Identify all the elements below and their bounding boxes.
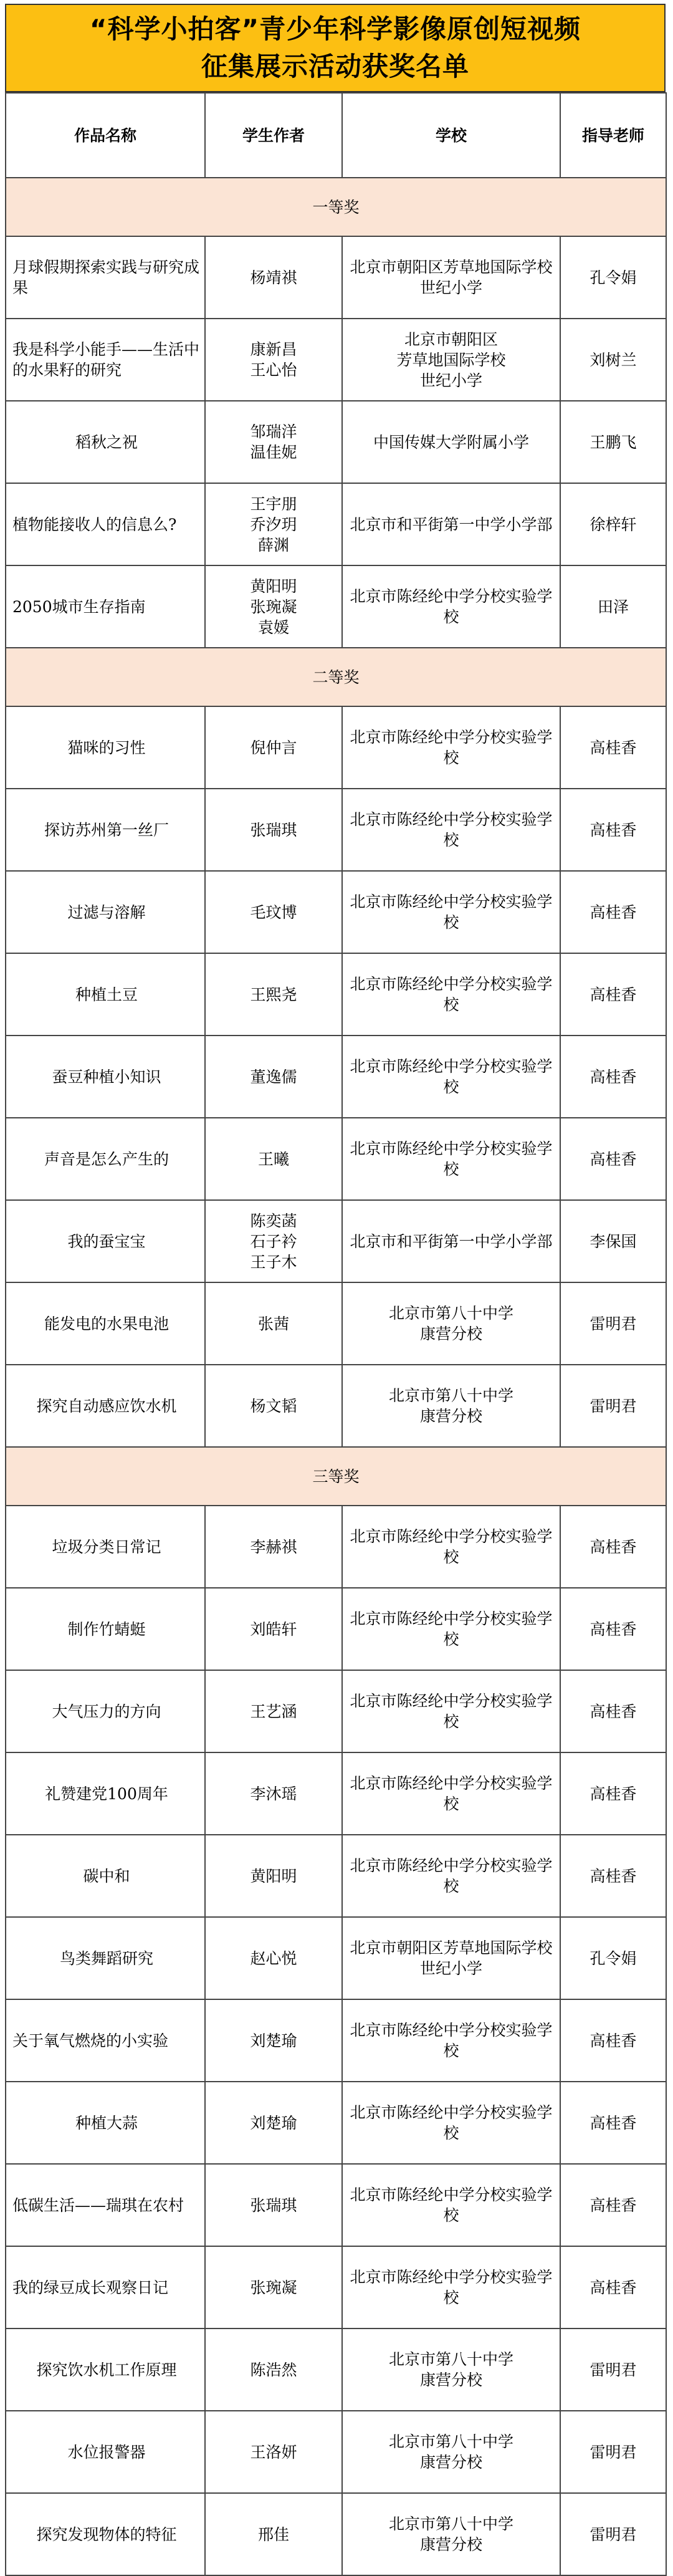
teacher-cell: 雷明君 [560,2328,666,2411]
teacher-cell: 雷明君 [560,1365,666,1447]
teacher-cell: 高桂香 [560,2164,666,2246]
table-row [6,401,666,483]
table-row [6,1588,666,1670]
table-row [6,2164,666,2246]
students-cell: 刘皓轩 [205,1588,342,1670]
teacher-cell: 高桂香 [560,789,666,871]
work-cell: 我是科学小能手——生活中的水果籽的研究 [6,319,205,401]
teacher-cell: 孔令娟 [560,1917,666,1999]
teacher-cell: 高桂香 [560,1036,666,1118]
students-cell: 王曦 [205,1118,342,1200]
work-cell: 低碳生活——瑞琪在农村 [6,2164,205,2246]
students-cell: 康新昌 王心怡 [205,319,342,401]
school-cell: 北京市陈经纶中学分校实验学校 [342,1506,560,1588]
school-cell: 北京市陈经纶中学分校实验学校 [342,1835,560,1917]
table-row [6,1752,666,1835]
work-cell: 礼赞建党100周年 [6,1752,205,1835]
teacher-cell: 高桂香 [560,1506,666,1588]
table-row [6,789,666,871]
section-row [6,1447,666,1506]
page-title [5,4,666,92]
table-row [6,483,666,565]
title-line-2: 征集展示活动获奖名单 [201,51,469,82]
students-cell: 董逸儒 [205,1036,342,1118]
work-cell: 探访苏州第一丝厂 [6,789,205,871]
work-cell: 垃圾分类日常记 [6,1506,205,1588]
school-cell: 北京市朝阳区芳草地国际学校世纪小学 [342,236,560,319]
section-label: 三等奖 [6,1447,666,1506]
teacher-cell: 高桂香 [560,1999,666,2082]
section-label: 一等奖 [6,178,666,236]
school-cell: 北京市陈经纶中学分校实验学校 [342,1670,560,1752]
table-row [6,319,666,401]
work-cell: 植物能接收人的信息么? [6,483,205,565]
header-school: 学校 [342,93,560,178]
teacher-cell: 田泽 [560,565,666,648]
header-work: 作品名称 [6,93,205,178]
school-cell: 北京市陈经纶中学分校实验学校 [342,2246,560,2328]
students-cell: 毛玟博 [205,871,342,953]
students-cell: 刘楚瑜 [205,2082,342,2164]
students-cell: 张茜 [205,1282,342,1365]
header-students: 学生作者 [205,93,342,178]
school-cell: 北京市陈经纶中学分校实验学校 [342,953,560,1036]
work-cell: 我的蚕宝宝 [6,1200,205,1282]
school-cell: 北京市陈经纶中学分校实验学校 [342,1588,560,1670]
students-cell: 王熙尧 [205,953,342,1036]
teacher-cell: 高桂香 [560,2246,666,2328]
award-table [5,92,667,2576]
teacher-cell: 高桂香 [560,1835,666,1917]
students-cell: 王艺涵 [205,1670,342,1752]
school-cell: 北京市朝阳区芳草地国际学校世纪小学 [342,1917,560,1999]
header-teacher: 指导老师 [560,93,666,178]
students-cell: 张瑞琪 [205,789,342,871]
work-cell: 关于氧气燃烧的小实验 [6,1999,205,2082]
students-cell: 杨靖祺 [205,236,342,319]
work-cell: 鸟类舞蹈研究 [6,1917,205,1999]
table-row [6,2493,666,2575]
table-row [6,1917,666,1999]
students-cell: 张瑞琪 [205,2164,342,2246]
school-cell: 北京市陈经纶中学分校实验学校 [342,1752,560,1835]
students-cell: 王洛妍 [205,2411,342,2493]
students-cell: 刘楚瑜 [205,1999,342,2082]
teacher-cell: 高桂香 [560,1588,666,1670]
table-row [6,2082,666,2164]
school-cell: 北京市第八十中学 康营分校 [342,2411,560,2493]
teacher-cell: 孔令娟 [560,236,666,319]
work-cell: 2050城市生存指南 [6,565,205,648]
table-row [6,1200,666,1282]
school-cell: 中国传媒大学附属小学 [342,401,560,483]
school-cell: 北京市陈经纶中学分校实验学校 [342,2164,560,2246]
table-row [6,1036,666,1118]
teacher-cell: 高桂香 [560,871,666,953]
teacher-cell: 王鹏飞 [560,401,666,483]
section-label: 二等奖 [6,648,666,706]
school-cell: 北京市陈经纶中学分校实验学校 [342,1118,560,1200]
work-cell: 稻秋之祝 [6,401,205,483]
students-cell: 邢佳 [205,2493,342,2575]
school-cell: 北京市第八十中学 康营分校 [342,1365,560,1447]
work-cell: 过滤与溶解 [6,871,205,953]
teacher-cell: 徐梓轩 [560,483,666,565]
table-header-row [6,93,666,178]
teacher-cell: 雷明君 [560,2493,666,2575]
table-row [6,1835,666,1917]
work-cell: 种植大蒜 [6,2082,205,2164]
school-cell: 北京市陈经纶中学分校实验学校 [342,1999,560,2082]
students-cell: 王宇朋 乔汐玥 薛渊 [205,483,342,565]
work-cell: 月球假期探索实践与研究成果 [6,236,205,319]
school-cell: 北京市第八十中学 康营分校 [342,1282,560,1365]
table-row [6,1999,666,2082]
teacher-cell: 高桂香 [560,1118,666,1200]
school-cell: 北京市陈经纶中学分校实验学校 [342,706,560,789]
table-row [6,236,666,319]
students-cell: 杨文韬 [205,1365,342,1447]
school-cell: 北京市陈经纶中学分校实验学校 [342,2082,560,2164]
table-row [6,2246,666,2328]
work-cell: 我的绿豆成长观察日记 [6,2246,205,2328]
work-cell: 探究饮水机工作原理 [6,2328,205,2411]
school-cell: 北京市和平街第一中学小学部 [342,1200,560,1282]
students-cell: 黄阳明 [205,1835,342,1917]
teacher-cell: 高桂香 [560,2082,666,2164]
table-row [6,1365,666,1447]
students-cell: 李沐瑶 [205,1752,342,1835]
table-row [6,953,666,1036]
work-cell: 蚕豆种植小知识 [6,1036,205,1118]
teacher-cell: 雷明君 [560,1282,666,1365]
table-row [6,1670,666,1752]
school-cell: 北京市陈经纶中学分校实验学校 [342,565,560,648]
students-cell: 邹瑞洋 温佳妮 [205,401,342,483]
students-cell: 赵心悦 [205,1917,342,1999]
school-cell: 北京市第八十中学 康营分校 [342,2328,560,2411]
table-row [6,871,666,953]
school-cell: 北京市陈经纶中学分校实验学校 [342,789,560,871]
section-row [6,178,666,236]
work-cell: 大气压力的方向 [6,1670,205,1752]
work-cell: 声音是怎么产生的 [6,1118,205,1200]
school-cell: 北京市朝阳区 芳草地国际学校 世纪小学 [342,319,560,401]
work-cell: 探究自动感应饮水机 [6,1365,205,1447]
table-row [6,2328,666,2411]
school-cell: 北京市第八十中学 康营分校 [342,2493,560,2575]
teacher-cell: 高桂香 [560,953,666,1036]
teacher-cell: 雷明君 [560,2411,666,2493]
teacher-cell: 高桂香 [560,706,666,789]
work-cell: 探究发现物体的特征 [6,2493,205,2575]
work-cell: 制作竹蜻蜓 [6,1588,205,1670]
table-row [6,565,666,648]
school-cell: 北京市陈经纶中学分校实验学校 [342,871,560,953]
work-cell: 种植土豆 [6,953,205,1036]
students-cell: 陈浩然 [205,2328,342,2411]
students-cell: 倪仲言 [205,706,342,789]
table-row [6,1506,666,1588]
students-cell: 黄阳明 张琬凝 袁媛 [205,565,342,648]
table-body [6,178,666,2575]
students-cell: 张琬凝 [205,2246,342,2328]
teacher-cell: 刘树兰 [560,319,666,401]
teacher-cell: 李保国 [560,1200,666,1282]
work-cell: 碳中和 [6,1835,205,1917]
table-row [6,1118,666,1200]
school-cell: 北京市和平街第一中学小学部 [342,483,560,565]
work-cell: 能发电的水果电池 [6,1282,205,1365]
table-row [6,706,666,789]
title-line-1: “科学小拍客”青少年科学影像原创短视频 [89,14,581,44]
teacher-cell: 高桂香 [560,1752,666,1835]
work-cell: 猫咪的习性 [6,706,205,789]
teacher-cell: 高桂香 [560,1670,666,1752]
table-row [6,2411,666,2493]
table-row [6,1282,666,1365]
school-cell: 北京市陈经纶中学分校实验学校 [342,1036,560,1118]
section-row [6,648,666,706]
work-cell: 水位报警器 [6,2411,205,2493]
students-cell: 陈奕菡 石子衿 王子木 [205,1200,342,1282]
students-cell: 李赫祺 [205,1506,342,1588]
